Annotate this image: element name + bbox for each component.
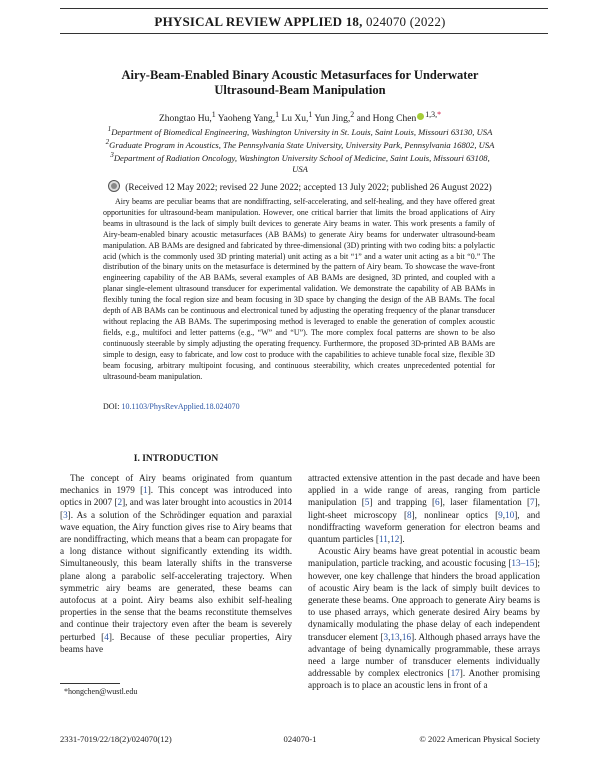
- body-text: ], and was later brought into acoustics in 2014 [: [60, 497, 292, 520]
- title-line-2: Ultrasound-Beam Manipulation: [214, 83, 386, 97]
- author-name: Yaoheng Yang,: [217, 114, 276, 125]
- journal-header: [0, 14, 600, 30]
- citation-link[interactable]: 9: [498, 509, 503, 520]
- affiliation-3: [70, 150, 530, 175]
- citation-link[interactable]: 7: [530, 497, 535, 508]
- author: [356, 110, 442, 125]
- body-text: ]. This concept was introduced into optics in 2007 [: [60, 485, 292, 508]
- citation-link[interactable]: 4: [104, 631, 109, 642]
- author-name: Zhongtao Hu,: [158, 114, 212, 125]
- body-text: ,: [502, 509, 506, 520]
- body-text: ]. As a solution of the Schrödinger equation and paraxial wave equation, the Airy function gives rise to Airy beams that are nondiffracting, which means that a beam can propagate for a long distance without significantly extending its width. Simultaneously, this beam laterally shifts in the transverse plane along a parabolic self-accelerating trajectory. When symmetric airy beams are generated, these beams can autofocus at a point. Airy beams also exhibit self-healing properties in the sense that the beams reconstitute themselves and continue their trajectory even after the beam is severely perturbed [: [60, 509, 292, 642]
- affiliation-1: [70, 124, 530, 138]
- header-rule-bottom: [60, 33, 548, 34]
- affiliation-2-sup: 2: [105, 138, 110, 146]
- citation-link[interactable]: 13: [390, 631, 400, 642]
- right-paragraph-2: [308, 545, 540, 691]
- affiliation-2-text: Graduate Program in Acoustics, The Pennsylvania State University, University Park, Pennsylvania 16802, USA: [109, 139, 495, 150]
- body-text: ]. Another promising approach is to place an acoustic lens in front of a: [308, 668, 541, 691]
- body-text: ], nonlinear optics [: [411, 509, 499, 520]
- paper-title: [60, 68, 540, 98]
- received-text: (Received 12 May 2022; revised 22 June 2022; accepted 13 July 2022; published 26 August 2022): [125, 183, 492, 193]
- citation-link[interactable]: 3: [63, 509, 68, 520]
- author-list: [60, 110, 540, 124]
- author-name: Yun Jing,: [314, 114, 351, 125]
- affiliation-2: [70, 137, 530, 151]
- body-text: ,: [388, 631, 391, 642]
- doi-label: DOI:: [103, 402, 120, 411]
- author-name: Lu Xu,: [281, 114, 309, 125]
- doi-link[interactable]: 10.1103/PhysRevApplied.18.024070: [121, 402, 240, 411]
- affiliation-1-sup: 1: [107, 125, 112, 133]
- affiliation-1-text: Department of Biomedical Engineering, Washington University in St. Louis, Saint Louis, Missouri 63130, USA: [111, 126, 493, 137]
- author-affiliation-sup: 1: [275, 110, 280, 119]
- affiliation-3-sup: 3: [110, 151, 114, 159]
- journal-volume: 18,: [345, 14, 363, 29]
- citation-link[interactable]: 8: [407, 509, 412, 520]
- citation-link[interactable]: 2: [117, 497, 123, 508]
- citation-link[interactable]: 11: [378, 534, 388, 545]
- orcid-icon[interactable]: [417, 113, 424, 120]
- citation-link[interactable]: 5: [364, 497, 370, 508]
- author: [281, 110, 313, 125]
- body-text: Acoustic Airy beams have great potential in acoustic beam manipulation, particle tracking, and acoustic focusing [: [308, 546, 540, 569]
- affiliation-3-text-cont: USA: [292, 163, 308, 174]
- body-text: ]; however, one key challenge that hinders the broad application of acoustic Airy beam is the lack of simply built devices to generate these beams. One approach to generate Airy beams is to use phased arrays, which generate desired Airy beams by dynamically modulating the phase delay of each independent transducer element [: [308, 558, 540, 642]
- author-affiliation-sup: 1: [211, 110, 216, 119]
- footer-page-number: 024070-1: [283, 734, 317, 744]
- author: [314, 110, 355, 125]
- citation-link[interactable]: 12: [390, 534, 400, 545]
- author-affiliation-sup: 1,3,: [425, 110, 438, 119]
- citation-link[interactable]: 13–15: [511, 558, 535, 569]
- footnote-rule: [60, 683, 120, 684]
- title-line-1: Airy-Beam-Enabled Binary Acoustic Metasurfaces for Underwater: [121, 68, 479, 82]
- body-text: ,: [399, 631, 402, 642]
- affiliation-3-text: Department of Radiation Oncology, Washington University School of Medicine, Saint Louis, Missouri 63108,: [113, 152, 490, 163]
- citation-link[interactable]: 6: [435, 497, 440, 508]
- footer-issn: 2331-7019/22/18(2)/024070(12): [60, 734, 172, 744]
- body-text: ,: [387, 534, 391, 545]
- footer-copyright: © 2022 American Physical Society: [419, 734, 540, 744]
- body-text: attracted extensive attention in the past decade and have been applied in a wide range of areas, ranging from particle manipulation [: [308, 473, 540, 508]
- author: [217, 110, 280, 125]
- journal-name: PHYSICAL REVIEW APPLIED: [154, 14, 343, 29]
- article-year: 024070 (2022): [366, 14, 446, 29]
- left-column: [60, 472, 292, 655]
- right-paragraph-1: [308, 472, 540, 545]
- author-affiliation-sup: 1: [308, 110, 313, 119]
- body-text: ], and nondiffracting waveform generation for electron beams and quantum particles [: [308, 509, 540, 545]
- body-text: ]. Because of these peculiar properties, Airy beams have: [60, 631, 292, 654]
- received-dates: [60, 180, 540, 193]
- body-text: ], laser filamentation [: [439, 497, 531, 508]
- abstract: Airy beams are peculiar beams that are nondiffracting, self-accelerating, and self-healing, and they have offered great opportunities for ultrasound-beam manipulation. However, one critical barrier that limits the broad applications of Airy beams in ultrasound is the lack of simply built devices to generate Airy beams in water. This work presents a family of Airy-beam-enabled binary acoustic metasurfaces (AB BAMs) to generate Airy beams for underwater ultrasound-beam manipulation. AB BAMs are designed and fabricated by three-dimensional (3D) printing with two coding bits: a polylactic acid (which is the commonly used 3D printing material) unit acting as a bit “1” and a water unit acting as a bit “0.” The distribution of the binary units on the metasurface is determined by the pattern of Airy beam. To showcase the wave-front engineering capability of the AB BAMs, several examples of AB BAMs are designed, 3D printed, and coupled with a planar single-element ultrasound transducer for experimental validation. We demonstrate the capability of AB BAMs in flexibly tuning the focal region size and beam focusing in 3D space by changing the design of the AB BAMs. The focal depth of AB BAMs can be continuous and electronical tuned by adjusting the operating frequency of the planar transducer without replacing the AB BAMs. The superimposing method is leveraged to enable the generation of complex acoustic fields, e.g., multifoci and letter patterns (e.g., “W” and “U”). The more complex focal patterns are shown to be also continuously steerable by simply adjusting the operating frequency. Furthermore, the proposed 3D-printed AB BAMs are simple to design, easy to fabricate, and low cost to produce with the capabilities to achieve tunable focal size, flexible 3D beam focusing, arbitrary multipoint focusing, and continuous steerability, which creates unprecedented potential for ultrasound-beam manipulation.: [103, 197, 495, 381]
- citation-link[interactable]: 17: [450, 668, 460, 679]
- citation-link[interactable]: 10: [505, 509, 515, 520]
- body-text: ], light-sheet microscopy [: [308, 497, 540, 520]
- crossmark-icon[interactable]: [108, 180, 120, 192]
- body-text: ]. Although phased arrays have the advantage of being dynamically programmable, these arrays need a large number of transducer elements individually addressable by complex electronics [: [308, 631, 540, 679]
- citation-link[interactable]: 3: [383, 631, 389, 642]
- corresponding-author-mark[interactable]: *: [437, 110, 442, 119]
- doi-line: [103, 402, 240, 411]
- footnote: *hongchen@wustl.edu: [64, 687, 138, 696]
- citation-link[interactable]: 1: [143, 485, 148, 496]
- right-column: [308, 472, 540, 692]
- author-affiliation-sup: 2: [350, 110, 355, 119]
- header-rule-top: [60, 8, 548, 9]
- author: [158, 110, 216, 125]
- citation-link[interactable]: 16: [401, 631, 412, 642]
- section-heading: I. INTRODUCTION: [133, 454, 219, 464]
- body-text: ].: [399, 534, 405, 545]
- body-text: The concept of Airy beams originated from quantum mechanics in 1979 [: [60, 473, 292, 496]
- body-text: ] and trapping [: [369, 497, 436, 508]
- author-name: and Hong Chen: [356, 114, 417, 125]
